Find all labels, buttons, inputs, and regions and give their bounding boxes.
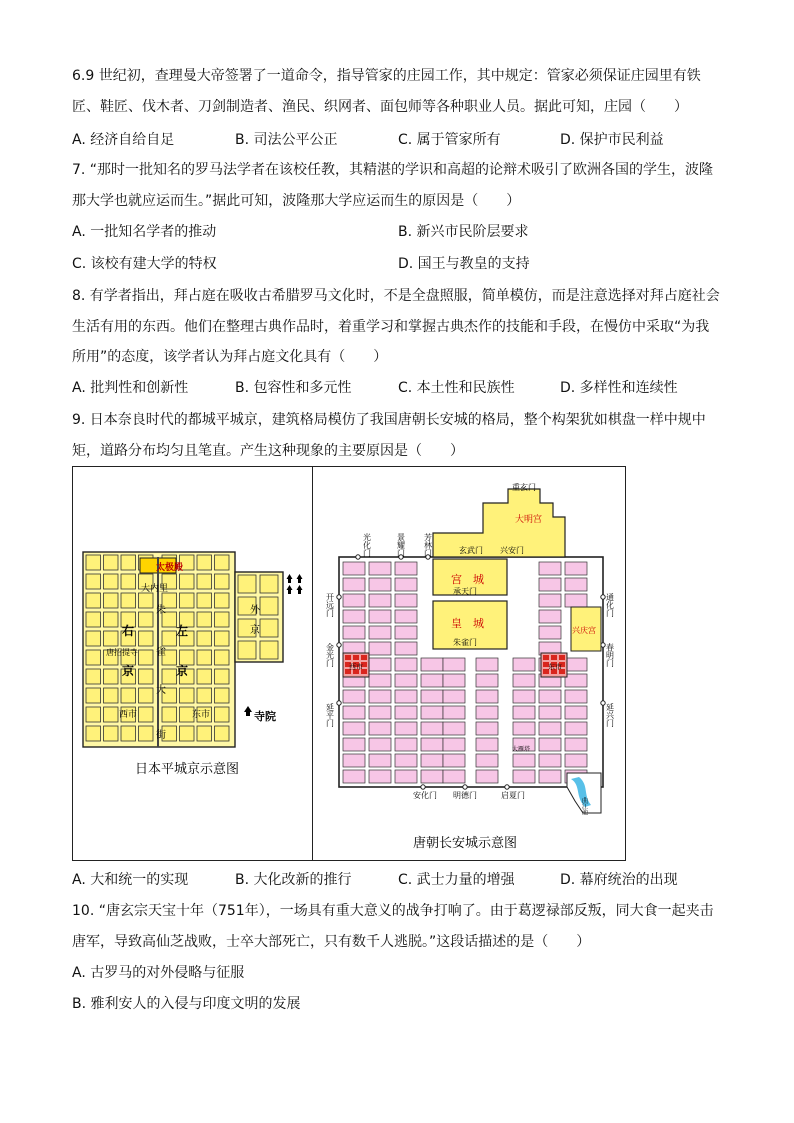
heijokyo-block <box>197 688 212 703</box>
changan-ward <box>421 770 443 783</box>
q9-option-d: D. 幕府统治的出现 <box>560 872 678 888</box>
ca-label-chongxuan: 重玄门 <box>512 483 536 492</box>
q8-stem-line2: 生活有用的东西。他们在整理古典作品时，着重学习和掌握古典杰作的技能和手段，在慢仿中采取“为我 <box>72 319 710 335</box>
q8-option-d: D. 多样性和连续性 <box>560 380 678 396</box>
hk-label-zuo: 左 <box>176 624 189 638</box>
changan-ward <box>443 690 465 703</box>
heijokyo-block <box>86 574 101 589</box>
changan-ward <box>539 626 561 639</box>
hk-label-temple-street: 唐招提寺 <box>106 648 138 657</box>
heijokyo-block <box>104 707 119 722</box>
ca-label-guanghua: 光化门 <box>362 533 372 557</box>
changan-ward <box>513 722 535 735</box>
heijokyo-block <box>180 593 195 608</box>
ca-label-huangcheng: 皇 城 <box>451 617 484 630</box>
q7-option-d: D. 国王与教皇的支持 <box>398 256 530 272</box>
heijokyo-block <box>215 612 230 627</box>
city-gate <box>356 555 360 559</box>
heijokyo-block <box>86 631 101 646</box>
heijokyo-block <box>215 593 230 608</box>
heijokyo-block <box>139 669 154 684</box>
changan-ward <box>369 722 391 735</box>
market-stall <box>559 655 565 660</box>
q6-option-a: A. 经济自给自足 <box>72 132 175 148</box>
changan-ward <box>565 674 587 687</box>
changan-ward <box>395 658 417 671</box>
changan-ward <box>369 626 391 639</box>
changan-ward <box>369 738 391 751</box>
q8-option-a: A. 批判性和创新性 <box>72 380 189 396</box>
changan-ward <box>565 562 587 575</box>
q6-option-d: D. 保护市民利益 <box>560 132 664 148</box>
changan-ward <box>539 770 561 783</box>
changan-ward <box>395 690 417 703</box>
hk-label-palace: 太极殿 <box>156 563 184 573</box>
changan-ward <box>513 706 535 719</box>
changan-ward <box>395 754 417 767</box>
changan-ward <box>369 642 391 655</box>
q9-stem-line2: 矩，道路分布均匀且笔直。产生这种现象的主要原因是（ ） <box>72 443 464 459</box>
hk-label-wai-jing: 京 <box>250 625 260 636</box>
changan-ward <box>513 754 535 767</box>
q6-stem-line2: 匠、鞋匠、伐木者、刀剑制造者、渔民、织网者、面包师等各种职业人员。据此可知，庄园（ ） <box>72 99 688 115</box>
changan-ward <box>343 594 365 607</box>
heijokyo-block <box>238 641 256 659</box>
changan-ward <box>421 738 443 751</box>
q7-option-b: B. 新兴市民阶层要求 <box>398 224 529 240</box>
changan-ward <box>343 626 365 639</box>
hk-label-inner: 大内里 <box>141 584 169 594</box>
changan-ward <box>443 738 465 751</box>
heijokyo-block <box>104 612 119 627</box>
heijokyo-block <box>215 707 230 722</box>
changan-ward <box>539 562 561 575</box>
changan-ward <box>421 658 443 671</box>
heijokyo-caption: 日本平城京示意图 <box>135 762 240 777</box>
changan-ward <box>369 658 391 671</box>
q6-option-b: B. 司法公平公正 <box>235 132 338 148</box>
heijokyo-block <box>104 726 119 741</box>
changan-ward <box>369 770 391 783</box>
heijokyo-block <box>86 593 101 608</box>
heijokyo-block <box>215 631 230 646</box>
heijokyo-block <box>139 688 154 703</box>
changan-ward <box>421 706 443 719</box>
changan-ward <box>476 674 498 687</box>
market-stall <box>543 655 549 660</box>
hk-label-you: 右 <box>122 624 135 638</box>
ca-label-gongcheng: 宫 城 <box>451 573 484 586</box>
city-gate <box>337 701 341 705</box>
changan-ward <box>343 562 365 575</box>
hk-label-dongshi: 东市 <box>192 710 211 720</box>
heijokyo-block <box>139 593 154 608</box>
heijokyo-block <box>180 650 195 665</box>
q8-option-c: C. 本土性和民族性 <box>398 380 515 396</box>
ca-label-chunming: 春明门 <box>605 643 615 667</box>
heijokyo-block <box>139 612 154 627</box>
ca-label-yanxing: 延兴门 <box>605 703 615 727</box>
heijokyo-block <box>86 669 101 684</box>
changan-ward <box>565 594 587 607</box>
heijokyo-block <box>197 726 212 741</box>
changan-ward <box>343 722 365 735</box>
heijokyo-block <box>104 593 119 608</box>
q7-stem-line2: 那大学也就应运而生。”据此可知，波隆那大学应运而生的原因是（ ） <box>72 193 521 209</box>
q6-option-c: C. 属于管家所有 <box>398 132 501 148</box>
changan-ward <box>565 722 587 735</box>
changan-ward <box>443 674 465 687</box>
ca-label-yanping: 延平门 <box>325 703 335 727</box>
heijokyo-block <box>197 631 212 646</box>
heijokyo-block <box>215 726 230 741</box>
ca-label-xingqing: 兴庆宫 <box>572 626 596 635</box>
ca-label-jingyao: 景耀门 <box>396 533 406 557</box>
heijokyo-block <box>180 574 195 589</box>
changan-ward <box>513 770 535 783</box>
changan-ward <box>395 562 417 575</box>
heijokyo-block <box>139 707 154 722</box>
ca-label-qixia: 启夏门 <box>501 791 525 800</box>
changan-ward <box>395 578 417 591</box>
q8-stem-line1: 8. 有学者指出，拜占庭在吸收古希腊罗马文化时，不是全盘照服，简单模仿，而是注意选择对拜占庭社会 <box>72 288 720 304</box>
changan-ward <box>343 690 365 703</box>
q9-option-a: A. 大和统一的实现 <box>72 872 189 888</box>
city-gate <box>337 643 341 647</box>
changan-ward <box>369 706 391 719</box>
heijokyo-block <box>121 593 136 608</box>
changan-ward <box>513 658 535 671</box>
changan-ward <box>395 738 417 751</box>
ca-label-chengtian: 承天门 <box>453 587 477 596</box>
changan-ward <box>476 754 498 767</box>
hk-legend-temple: 寺院 <box>254 710 276 723</box>
changan-ward <box>395 594 417 607</box>
q10-option-a: A. 古罗马的对外侵略与征服 <box>72 965 245 981</box>
q9-option-c: C. 武士力量的增强 <box>398 872 515 888</box>
changan-ward <box>476 690 498 703</box>
heijokyo-block <box>139 726 154 741</box>
changan-ward <box>369 578 391 591</box>
market-stall <box>345 655 351 660</box>
q10-stem-line2: 唐军，导致高仙芝战败，士卒大部死亡，只有数千人逃脱。”这段话描述的是（ ） <box>72 934 591 950</box>
changan-ward <box>395 706 417 719</box>
changan-ward <box>395 722 417 735</box>
hk-label-da: 大 <box>156 685 166 696</box>
hk-label-jie: 街 <box>156 730 166 741</box>
changan-ward <box>565 690 587 703</box>
ca-label-fanglin: 芳林门 <box>423 533 433 557</box>
city-gate <box>337 595 341 599</box>
changan-ward <box>539 690 561 703</box>
city-gate <box>505 785 509 789</box>
heijokyo-block <box>86 612 101 627</box>
ca-label-xuanwu: 玄武门 <box>459 546 483 555</box>
changan-ward <box>565 658 587 671</box>
q10-option-b: B. 雅利安人的入侵与印度文明的发展 <box>72 996 301 1012</box>
ca-label-xishi: 西市 <box>349 663 363 671</box>
q6-stem-line1: 6.9 世纪初，查理曼大帝签署了一道命令，指导管家的庄园工作，其中规定：管家必须保证庄园里有铁 <box>72 68 701 84</box>
ca-label-xingan: 兴安门 <box>500 546 524 555</box>
changan-ward <box>476 738 498 751</box>
ca-label-dayanta: 大雁塔 <box>512 746 531 753</box>
changan-ward <box>539 722 561 735</box>
changan-ward <box>421 674 443 687</box>
changan-ward <box>476 770 498 783</box>
changan-ward <box>369 674 391 687</box>
changan-ward <box>343 738 365 751</box>
changan-ward <box>369 610 391 623</box>
heijokyo-block <box>86 555 101 570</box>
heijokyo-block <box>215 669 230 684</box>
heijokyo-block <box>121 688 136 703</box>
heijokyo-block <box>86 726 101 741</box>
q10-stem-line1: 10. “唐玄宗天宝十年（751年），一场具有重大意义的战争打响了。由于葛逻禄部反叛，同大食一起夹击 <box>72 903 714 919</box>
heijokyo-block <box>162 707 177 722</box>
heijokyo-block <box>197 555 212 570</box>
heijokyo-block <box>121 555 136 570</box>
hk-label-xishi: 西市 <box>119 710 138 720</box>
ca-label-dongshi: 东市 <box>548 663 562 671</box>
heijokyo-block <box>215 650 230 665</box>
changan-ward <box>421 754 443 767</box>
changan-ward <box>443 754 465 767</box>
ca-label-tonghua: 通化门 <box>605 593 615 617</box>
changan-ward <box>476 658 498 671</box>
changan-ward <box>565 754 587 767</box>
heijokyo-block <box>104 688 119 703</box>
q7-option-c: C. 该校有建大学的特权 <box>72 256 217 272</box>
heijokyo-block <box>215 574 230 589</box>
market-stall <box>353 655 359 660</box>
heijokyo-map <box>73 467 311 860</box>
changan-ward <box>539 610 561 623</box>
changan-ward <box>476 722 498 735</box>
heijokyo-block <box>197 669 212 684</box>
heijokyo-block <box>260 619 278 637</box>
heijokyo-block <box>104 669 119 684</box>
city-gate <box>421 785 425 789</box>
changan-ward <box>443 770 465 783</box>
changan-ward <box>539 578 561 591</box>
heijokyo-block <box>238 575 256 593</box>
heijokyo-block <box>197 650 212 665</box>
changan-ward <box>565 578 587 591</box>
hk-label-jing-l: 京 <box>176 664 189 678</box>
heijokyo-block <box>104 574 119 589</box>
heijokyo-block <box>121 574 136 589</box>
changan-ward <box>565 706 587 719</box>
heijokyo-block <box>86 650 101 665</box>
ca-label-zhuque: 朱雀门 <box>453 638 477 647</box>
changan-ward <box>476 706 498 719</box>
market-stall <box>361 655 367 660</box>
q7-option-a: A. 一批知名学者的推动 <box>72 224 217 240</box>
heijokyo-block <box>215 688 230 703</box>
heijokyo-block <box>260 575 278 593</box>
changan-ward <box>395 610 417 623</box>
heijokyo-block <box>162 631 177 646</box>
temple-icon <box>244 706 252 716</box>
changan-ward <box>395 770 417 783</box>
hk-label-jing-r: 京 <box>122 664 135 678</box>
heijokyo-block <box>215 555 230 570</box>
changan-ward <box>539 754 561 767</box>
heijokyo-block <box>260 641 278 659</box>
changan-ward <box>343 578 365 591</box>
q8-stem-line3: 所用”的态度，该学者认为拜占庭文化具有（ ） <box>72 349 388 365</box>
daming-palace <box>433 489 565 557</box>
changan-ward <box>539 738 561 751</box>
heijokyo-block <box>104 555 119 570</box>
changan-ward <box>565 738 587 751</box>
changan-ward <box>369 690 391 703</box>
changan-ward <box>369 754 391 767</box>
changan-ward <box>369 594 391 607</box>
temple-icon-group <box>287 574 303 594</box>
heijokyo-block <box>104 631 119 646</box>
heijokyo-block <box>139 650 154 665</box>
ca-label-kaiyuan: 开远门 <box>325 593 335 617</box>
heijokyo-block <box>162 669 177 684</box>
city-gate <box>463 785 467 789</box>
changan-ward <box>539 594 561 607</box>
ca-label-jinguang: 金光门 <box>325 643 335 667</box>
changan-ward <box>443 722 465 735</box>
changan-ward <box>395 674 417 687</box>
heijokyo-block <box>260 597 278 615</box>
changan-map <box>313 467 625 860</box>
changan-ward <box>513 690 535 703</box>
ca-label-anhua: 安化门 <box>413 791 437 800</box>
changan-ward <box>443 658 465 671</box>
heijokyo-block <box>197 593 212 608</box>
q9-stem-line1: 9. 日本奈良时代的都城平城京，建筑格局模仿了我国唐朝长安城的格局，整个构架犹如棋盘一样中规中 <box>72 412 706 428</box>
changan-ward <box>395 642 417 655</box>
heijokyo-block <box>197 612 212 627</box>
q9-option-b: B. 大化改新的推行 <box>235 872 352 888</box>
q7-stem-line1: 7. “那时一批知名的罗马法学者在该校任教，其精湛的学识和高超的论辩术吸引了欧洲各国的学生，波隆 <box>72 162 714 178</box>
q8-option-b: B. 包容性和多元性 <box>235 380 352 396</box>
heijokyo-block <box>86 688 101 703</box>
market-stall <box>551 655 557 660</box>
hk-label-que: 雀 <box>156 647 166 658</box>
changan-ward <box>513 674 535 687</box>
heijokyo-block <box>197 574 212 589</box>
hk-label-zhu: 朱 <box>156 605 166 616</box>
heijokyo-block <box>180 688 195 703</box>
heijokyo-block <box>180 726 195 741</box>
changan-ward <box>343 754 365 767</box>
changan-ward <box>343 706 365 719</box>
changan-ward <box>343 610 365 623</box>
changan-ward <box>395 626 417 639</box>
changan-ward <box>421 722 443 735</box>
changan-ward <box>369 562 391 575</box>
changan-ward <box>421 690 443 703</box>
heijokyo-block <box>139 631 154 646</box>
ca-label-qujiang: 曲江池 <box>580 797 588 815</box>
heijokyo-block <box>86 707 101 722</box>
changan-caption: 唐朝长安城示意图 <box>413 836 518 851</box>
ca-label-mingde: 明德门 <box>453 791 477 800</box>
ca-label-daming: 大明宫 <box>515 515 543 525</box>
changan-ward <box>443 706 465 719</box>
hk-label-wai: 外 <box>250 605 260 616</box>
changan-ward <box>539 706 561 719</box>
heijokyo-block <box>121 726 136 741</box>
changan-ward <box>343 770 365 783</box>
